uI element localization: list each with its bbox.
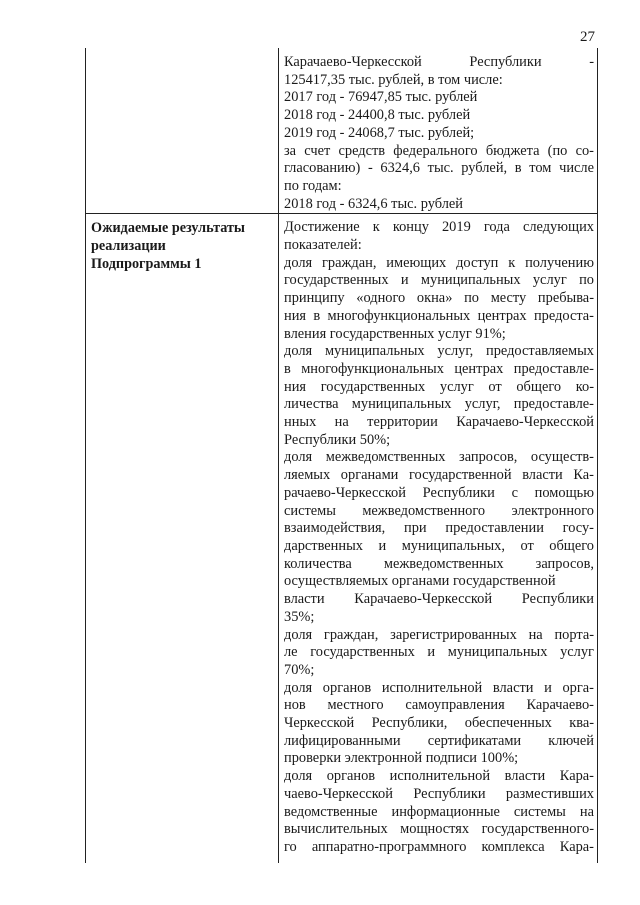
word: пребыва- bbox=[537, 290, 594, 307]
word: Карачаево-Черкесской bbox=[456, 414, 594, 431]
word: нных bbox=[284, 414, 317, 431]
text-line bbox=[284, 449, 594, 467]
word: предоставле- bbox=[513, 360, 594, 377]
word: по bbox=[579, 272, 594, 289]
word: органами bbox=[340, 467, 399, 484]
word: власти bbox=[492, 679, 534, 696]
text-line: Республики 50%; bbox=[284, 431, 391, 448]
word: доля bbox=[284, 343, 313, 360]
word: на bbox=[579, 803, 594, 820]
text-line bbox=[284, 768, 594, 786]
word: центрах bbox=[477, 307, 527, 324]
word: государственной bbox=[409, 467, 512, 484]
word: услуг bbox=[532, 272, 567, 289]
word: порта- bbox=[554, 626, 594, 643]
text-line bbox=[284, 821, 594, 839]
word: услуг, bbox=[464, 396, 501, 413]
text-line bbox=[284, 54, 594, 72]
funding-text-cell bbox=[279, 48, 598, 214]
word: исполнительной bbox=[389, 768, 491, 785]
word: ния bbox=[284, 378, 307, 395]
word: межведомственного bbox=[362, 502, 486, 519]
word: доля bbox=[284, 449, 313, 466]
word: межведомственных bbox=[325, 449, 446, 466]
text-line bbox=[284, 467, 594, 485]
word: аппаратно-программного bbox=[311, 838, 467, 855]
expected-results-text bbox=[279, 214, 597, 856]
word: нов bbox=[284, 697, 306, 714]
word: ляемых bbox=[284, 467, 331, 484]
text-line: 70%; bbox=[284, 661, 315, 678]
word: следующих bbox=[522, 219, 594, 236]
word: муниципальных bbox=[420, 272, 521, 289]
word: общего bbox=[549, 537, 594, 554]
word: счет bbox=[304, 142, 331, 159]
word: Республики bbox=[521, 591, 594, 608]
word: муниципальных bbox=[351, 396, 452, 413]
text-line bbox=[284, 290, 594, 308]
text-line bbox=[284, 308, 594, 326]
word: и bbox=[378, 537, 387, 554]
word: гласованию) bbox=[284, 160, 361, 177]
expected-results-label bbox=[86, 214, 278, 273]
word: бюджета bbox=[485, 142, 540, 159]
word: зарегистрированных bbox=[390, 626, 517, 643]
word: (по bbox=[547, 142, 568, 159]
word: 2019 bbox=[441, 219, 471, 236]
word: к bbox=[372, 219, 380, 236]
funding-row bbox=[86, 48, 598, 214]
word: обеспеченных bbox=[464, 715, 552, 732]
word: вычислительных bbox=[284, 821, 388, 838]
word: муниципальных bbox=[447, 644, 548, 661]
text-line: 125417,35 тыс. рублей, в том числе: bbox=[284, 71, 503, 88]
text-line: вления государственных услуг 91%; bbox=[284, 325, 506, 342]
word: исполнительной bbox=[381, 679, 483, 696]
word: рачаево-Черкесской bbox=[284, 484, 406, 501]
text-line bbox=[284, 733, 594, 751]
text-line bbox=[284, 255, 594, 273]
text-line bbox=[284, 786, 594, 804]
word: комплекса bbox=[481, 838, 545, 855]
expected-results-text-cell bbox=[279, 214, 598, 863]
word: за bbox=[284, 142, 297, 159]
text-line bbox=[284, 396, 594, 414]
text-line: 2018 год - 6324,6 тыс. рублей bbox=[284, 195, 463, 212]
word: осуществ- bbox=[530, 449, 594, 466]
word: системы bbox=[284, 502, 336, 519]
word: орга- bbox=[562, 679, 594, 696]
word: в bbox=[284, 360, 291, 377]
word: сертификатами bbox=[427, 732, 522, 749]
word: при bbox=[404, 520, 427, 537]
word: имеющих bbox=[386, 254, 447, 271]
text-line bbox=[284, 272, 594, 290]
text-line bbox=[284, 414, 594, 432]
word: Кара- bbox=[559, 768, 594, 785]
word: мощностях bbox=[400, 821, 470, 838]
word: местного bbox=[327, 697, 384, 714]
word: Кара- bbox=[559, 838, 594, 855]
word: личества bbox=[284, 396, 339, 413]
word: Достижение bbox=[284, 219, 360, 236]
word: в bbox=[514, 160, 522, 177]
word: власти bbox=[522, 467, 563, 484]
page-number: 27 bbox=[580, 29, 595, 45]
word: и bbox=[544, 679, 552, 696]
word: органов bbox=[326, 768, 376, 785]
label-line: Подпрограммы 1 bbox=[91, 255, 202, 272]
word: Карачаево-Черкесской bbox=[354, 591, 493, 608]
word: чаево-Черкесской bbox=[284, 785, 393, 802]
word: Карачаево- bbox=[526, 697, 594, 714]
word: концу bbox=[392, 219, 429, 236]
word: ко- bbox=[575, 378, 594, 395]
word: на bbox=[528, 626, 543, 643]
text-line bbox=[284, 715, 594, 733]
word: окна» bbox=[416, 290, 453, 307]
text-line: показателей: bbox=[284, 237, 362, 254]
word: доступ bbox=[456, 254, 499, 271]
word: от bbox=[520, 537, 534, 554]
word: доля bbox=[284, 679, 313, 696]
text-line bbox=[284, 361, 594, 379]
word: граждан, bbox=[322, 254, 377, 271]
word: предоставле- bbox=[513, 396, 594, 413]
word: дарственных bbox=[284, 537, 363, 554]
word: числе bbox=[559, 160, 594, 177]
word: многофункциональных bbox=[327, 307, 471, 324]
word: центрах bbox=[454, 360, 504, 377]
text-line bbox=[284, 644, 594, 662]
word: информационные bbox=[391, 803, 500, 820]
word: федерального bbox=[393, 142, 478, 159]
word: тыс. bbox=[427, 160, 454, 177]
funding-text bbox=[279, 48, 597, 213]
word: принципу bbox=[284, 290, 345, 307]
word: ведомственные bbox=[284, 803, 378, 820]
word: услуг bbox=[560, 644, 594, 661]
text-line bbox=[284, 343, 594, 361]
word: предоста- bbox=[533, 307, 594, 324]
word: получению bbox=[525, 254, 594, 271]
word: в bbox=[313, 307, 321, 324]
word: государственных bbox=[310, 644, 415, 661]
word: самоуправления bbox=[405, 697, 505, 714]
word: доля bbox=[284, 768, 313, 785]
word: по bbox=[464, 290, 479, 307]
word: ключей bbox=[548, 732, 594, 749]
word: го bbox=[284, 838, 297, 855]
word: предоставляемых bbox=[486, 343, 594, 360]
text-line bbox=[284, 697, 594, 715]
text-line bbox=[284, 143, 594, 161]
word: государственного- bbox=[481, 821, 594, 838]
word: разместивших bbox=[505, 785, 594, 802]
word: власти bbox=[284, 591, 325, 608]
funding-label bbox=[86, 48, 278, 54]
word: и bbox=[400, 272, 409, 289]
text-line bbox=[284, 379, 594, 397]
word: территории bbox=[367, 414, 438, 431]
text-line bbox=[284, 219, 594, 237]
word: помощью bbox=[534, 484, 594, 501]
expected-results-row bbox=[86, 214, 598, 863]
word: предоставлении bbox=[445, 520, 544, 537]
text-line bbox=[284, 503, 594, 521]
word: Карачаево-Черкесской bbox=[284, 54, 422, 70]
word: и bbox=[427, 644, 436, 661]
word: том bbox=[529, 160, 552, 177]
expected-results-label-cell bbox=[86, 214, 279, 863]
word: системы bbox=[513, 803, 566, 820]
word: услуг bbox=[439, 378, 474, 395]
word: электронного bbox=[511, 502, 594, 519]
text-line bbox=[284, 591, 594, 609]
word: Республики, bbox=[371, 715, 448, 732]
label-line: реализации bbox=[91, 238, 166, 255]
label-line: Ожидаемые результаты bbox=[91, 220, 245, 237]
text-line bbox=[284, 839, 594, 857]
word: Ка- bbox=[573, 467, 594, 484]
text-line: 2017 год - 76947,85 тыс. рублей bbox=[284, 89, 478, 106]
word: запросов, bbox=[535, 555, 594, 572]
word: со- bbox=[575, 142, 594, 159]
word: государственных bbox=[284, 272, 389, 289]
word: количества bbox=[284, 555, 352, 572]
word: лифицированными bbox=[284, 732, 401, 749]
word: 6324,6 bbox=[380, 160, 420, 177]
word: месту bbox=[490, 290, 527, 307]
text-line bbox=[284, 627, 594, 645]
word: Черкесской bbox=[284, 715, 355, 732]
text-line: по годам: bbox=[284, 177, 342, 194]
word: года bbox=[483, 219, 510, 236]
text-line: 35%; bbox=[284, 608, 315, 625]
text-line bbox=[284, 538, 594, 556]
word: ква- bbox=[569, 715, 594, 732]
word: многофункциональных bbox=[301, 360, 444, 377]
text-line bbox=[284, 485, 594, 503]
text-line bbox=[284, 680, 594, 698]
word: межведомственных bbox=[383, 555, 504, 572]
text-line: 2019 год - 24068,7 тыс. рублей; bbox=[284, 124, 475, 141]
word: муниципальных bbox=[324, 343, 425, 360]
word: от bbox=[488, 378, 502, 395]
word: граждан, bbox=[323, 626, 379, 643]
subprogram-passport-table bbox=[85, 48, 598, 863]
word: Республики bbox=[469, 54, 542, 70]
word: муниципальных, bbox=[401, 537, 505, 554]
word: с bbox=[511, 484, 518, 501]
word: рублей, bbox=[461, 160, 508, 177]
text-line: проверки электронной подписи 100%; bbox=[284, 750, 519, 767]
word: власти bbox=[504, 768, 546, 785]
word: Республики bbox=[413, 785, 486, 802]
word: ле bbox=[284, 644, 298, 661]
word: запросов, bbox=[459, 449, 518, 466]
text-line bbox=[284, 804, 594, 822]
word: к bbox=[508, 254, 516, 271]
text-line bbox=[284, 556, 594, 574]
text-line bbox=[284, 520, 594, 538]
word: Республики bbox=[422, 484, 495, 501]
word: - bbox=[367, 160, 373, 177]
word: доля bbox=[284, 254, 313, 271]
funding-label-cell bbox=[86, 48, 279, 214]
word: ния bbox=[284, 307, 307, 324]
word: госу- bbox=[562, 520, 594, 537]
word: - bbox=[589, 54, 594, 70]
word: доля bbox=[284, 626, 313, 643]
word: услуг, bbox=[437, 343, 474, 360]
word: средств bbox=[338, 142, 386, 159]
word: «одного bbox=[356, 290, 406, 307]
word: взаимодействия, bbox=[284, 520, 386, 537]
text-line: 2018 год - 24400,8 тыс. рублей bbox=[284, 107, 471, 124]
text-line bbox=[284, 160, 594, 178]
word: общего bbox=[516, 378, 562, 395]
text-line: осуществляемых органами государственной bbox=[284, 573, 556, 590]
word: органов bbox=[322, 679, 372, 696]
word: государственных bbox=[320, 378, 426, 395]
word: на bbox=[334, 414, 349, 431]
